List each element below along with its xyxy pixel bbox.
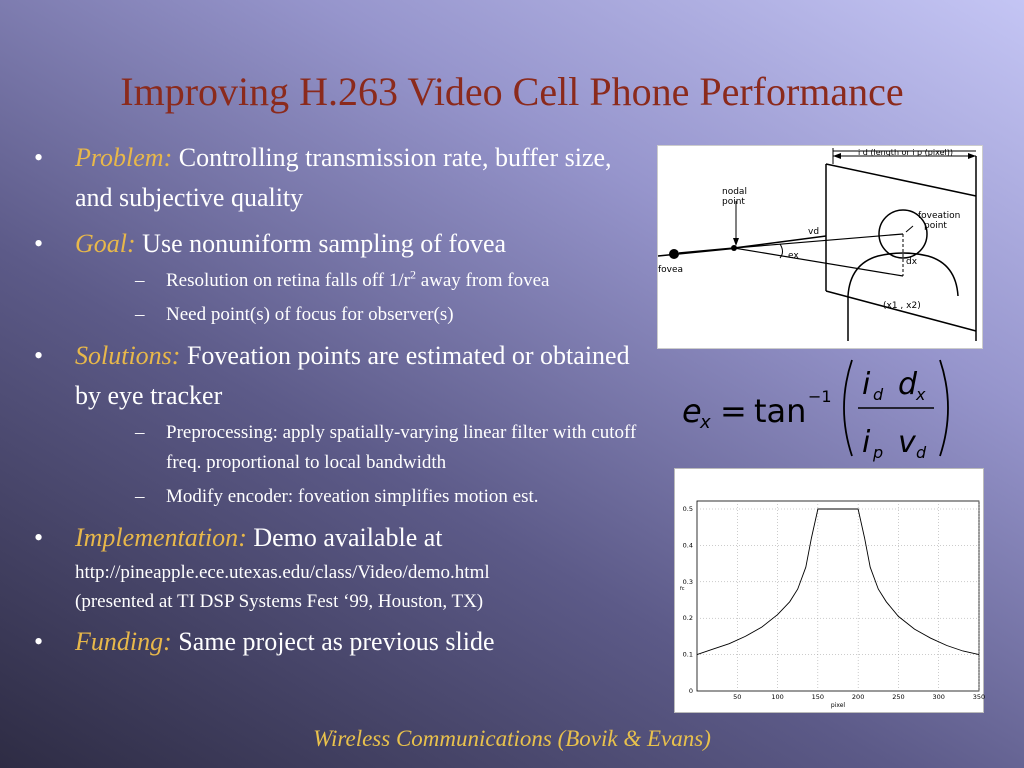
y-tick-label: 0.3 [682,577,693,586]
sub-bullet: – Modify encoder: foveation simplifies motion est. [135,486,539,507]
x-tick-label: 200 [851,693,865,701]
eq-lhs-sub: x [700,412,711,433]
foveation-equation [676,352,966,464]
x-tick-label: 50 [733,693,742,701]
bullet-solutions [28,336,650,512]
demo-link[interactable]: http://pineapple.ece.utexas.edu/class/Video/demo.html [75,562,490,583]
ex-label: ex [788,251,799,261]
bullet-list [28,138,650,668]
bullet-text: Controlling transmission rate, buffer size, and subjective quality [75,143,612,212]
bullet-funding [28,622,650,662]
nodal-point-label-2: point [722,197,745,207]
nodal-point-label-1: nodal [722,187,747,197]
bullet-text: Demo available at [246,523,443,552]
y-tick-label: 0.2 [682,614,693,623]
bullet-lead: Funding: [75,627,172,656]
y-tick-label: 0.5 [682,505,693,513]
x-tick-label: 100 [771,693,784,701]
presentation-note: (presented at TI DSP Systems Fest ‘99, Houston, TX) [75,591,484,612]
bullet-lead: Implementation: [75,523,247,552]
eq-den-b-sub: d [916,443,927,462]
eq-den-a: i [862,425,871,460]
foveation-diagram-svg [658,146,982,348]
eq-exp: −1 [808,387,832,406]
vd-label: vd [808,227,820,237]
bullet-text: Same project as previous slide [171,627,495,656]
eq-num-b-sub: x [916,385,926,404]
eq-den-b: v [898,425,916,460]
sub-bullet: – Resolution on retina falls off $1/r^2$ away from fovea [135,267,550,291]
y-tick-label: 0.1 [682,650,693,659]
bullet-goal [28,224,650,330]
y-axis-label: fc [680,585,685,592]
cutoff-frequency-chart [674,468,984,713]
bullet-problem [28,138,650,218]
plot-frame [697,501,979,691]
fovea-label: fovea [658,265,684,275]
eq-num-b: d [898,367,918,402]
foveation-diagram [657,145,983,349]
eq-num-a: i [862,367,871,402]
eq-right-paren [940,360,948,456]
y-tick-label: 0.4 [682,541,693,550]
sub-bullet: – Need point(s) of focus for observer(s) [135,304,454,325]
bullet-text: Foveation points are estimated or obtained by eye tracker [75,341,630,410]
top-dimension-label: i d (length or i p (pixel)) [858,148,953,157]
bullet-dot: • [34,627,44,656]
bullet-implementation [28,518,650,616]
foveation-point-label-2: point [924,221,947,231]
eq-num-a-sub: d [873,385,884,404]
bullet-lead: Problem: [75,143,173,172]
y-tick-label: 0 [688,687,693,695]
bullet-dot: • [34,341,44,370]
bullet-lead: Solutions: [75,341,181,370]
eq-equals: = [720,392,747,430]
bullet-text: Use nonuniform sampling of fovea [135,229,507,258]
slide-footer: Wireless Communications (Bovik & Evans) [313,726,711,751]
eq-lhs: e [682,392,702,430]
foveation-point-label-1: foveation [918,211,961,221]
x-tick-label: 150 [811,693,825,701]
x-tick-label: 350 [972,693,986,701]
x-axis-label: pixel [830,702,846,709]
chart-svg [675,469,986,712]
dx-label: dx [906,257,918,267]
sub-bullet: – Preprocessing: apply spatially-varying linear filter with cutoff freq. proportional to local bandwidth [135,422,637,473]
slide-title: Improving H.263 Video Cell Phone Performance [120,69,904,114]
bullet-lead: Goal: [75,229,136,258]
bullet-dot: • [34,523,44,552]
x-tick-label: 300 [932,693,945,701]
eq-fn: tan [754,392,807,430]
x-tick-label: 250 [892,693,905,701]
coords-label: (x1 , x2) [883,301,921,311]
eq-den-a-sub: p [873,443,884,462]
bullet-dot: • [34,229,44,258]
eq-left-paren [844,360,852,456]
bullet-dot: • [34,143,44,172]
equation-svg [676,352,966,464]
